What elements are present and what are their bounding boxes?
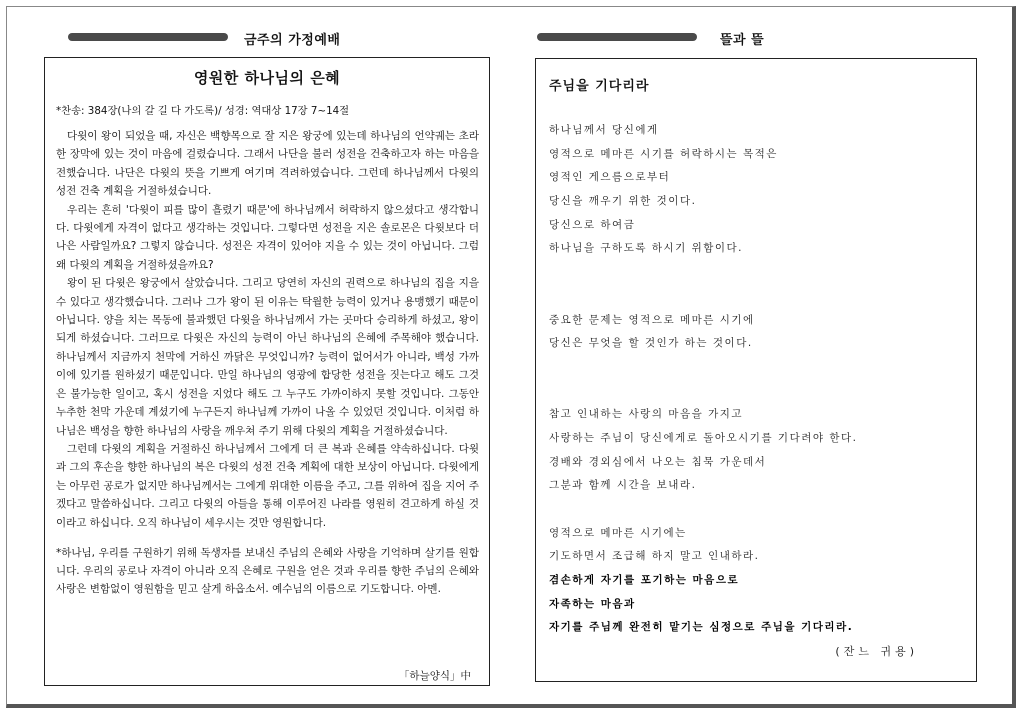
left-header-title: 금주의 가정예배 <box>244 33 341 48</box>
sermon-paragraph: 그런데 다윗의 계획을 거절하신 하나님께서 그에게 더 큰 복과 은혜를 약속하십니다. 다윗과 그의 후손을 향한 하나님의 복은 다윗의 성전 건축 계획에 대한 보상이 아닙니다. 다윗에게는 아무런 공로가 없지만 하나님께서는 그에게 위대한 이름을 주고, 그를 위하여 집을 지어 주겠다고 말씀하십니다. 그리고 다윗의 아들을 통해 이루어진 나라를 영원히 견고하게 하실 것이라고 하십니다. 오직 하나님이 세우시는 것만 영원합니다. <box>56 442 479 529</box>
poem-line: 영적으로 메마른 시기에는 <box>549 526 687 539</box>
sermon-paragraph: 우리는 흔히 '다윗이 피를 많이 흘렸기 때문'에 하나님께서 허락하지 않으셨다고 생각합니다. 다윗에게 자격이 없다고 생각하는 것입니다. 그렇다면 성전을 지은 솔로몬은 다윗보다 더 나은 사람일까요? 그렇지 않습니다. 성전은 자격이 있어야 지을 수 있는 것이 아닙니다. 그럼 왜 다윗의 계획을 거절하셨을까요? <box>56 203 479 271</box>
poem-line: 하나님께서 당신에게 <box>549 124 659 136</box>
poem-line: 사랑하는 주님이 당신에게로 돌아오시기를 기다려야 한다. <box>549 431 858 444</box>
poem-line: 당신은 무엇을 할 것인가 하는 것이다. <box>549 337 753 350</box>
poem-line: 하나님을 구하도록 하시기 위함이다. <box>549 242 743 255</box>
left-header-bar <box>68 33 228 41</box>
poem-line: 당신으로 하여금 <box>549 218 636 231</box>
sermon-paragraph: 왕이 된 다윗은 왕궁에서 살았습니다. 그리고 당연히 자신의 권력으로 하나님의 집을 지을 수 있다고 생각했습니다. 그러나 그가 왕이 된 이유는 탁월한 능력이 있거나 용맹했기 때문이 아닙니다. 양을 치는 목동에 불과했던 다윗을 하나님께서 가는 곳마다 승리하게 하셨고, 왕이 되게 하셨습니다. 그러므로 다윗은 자신의 능력이 아닌 하나님의 은혜에 주목해야 했습니다. 하나님께서 지금까지 천막에 거하신 까닭은 무엇입니까? 능력이 없어서가 아니라, 백성 가까이에 있기를 원하셨기 때문입니다. 만일 하나님의 영광에 합당한 성전을 짓는다고 해도 그것은 불가능한 일이고, 혹시 성전을 지었다 해도 그 누구도 가까이하지 못할 것입니다. 그동안 누추한 천막 가운데 계셨기에 누구든지 하나님께 가까이 나올 수 있었던 것입니다. 이처럼 하나님은 백성을 향한 하나님의 사랑을 깨우쳐 주기 위해 다윗의 계획을 거절하셨습니다. <box>56 277 479 437</box>
poem-line: 기도하면서 조급해 하지 말고 인내하라. <box>549 550 760 563</box>
poem-line: 그분과 함께 시간을 보내라. <box>549 479 697 492</box>
stanza-break <box>549 383 976 407</box>
sermon-body <box>56 127 479 532</box>
poem-line: 자기를 주님께 완전히 맡기는 심정으로 주님을 기다리라. <box>549 621 854 634</box>
right-header-title: 뜰과 뜰 <box>720 33 765 48</box>
poem-line: 영적으로 메마른 시기를 허락하시는 목적은 <box>549 147 778 160</box>
poem-line: 경배와 경외심에서 나오는 침묵 가운데서 <box>549 455 767 468</box>
source-credit: 「하늘양식」中 <box>398 670 471 682</box>
stanza-break <box>549 288 976 312</box>
stanza-break <box>549 501 976 525</box>
poem-line: 겸손하게 자기를 포기하는 마음으로 <box>549 574 740 587</box>
poem-line: 자족하는 마음과 <box>549 597 636 610</box>
poem-line: 참고 인내하는 사랑의 마음을 가지고 <box>549 408 743 421</box>
sermon-panel <box>44 57 490 686</box>
sermon-paragraph: 다윗이 왕이 되었을 때, 자신은 백향목으로 잘 지은 왕궁에 있는데 하나님의 언약궤는 초라한 장막에 있는 것이 마음에 걸렸습니다. 그래서 나단을 불러 성전을 건축하고자 하는 마음을 전했습니다. 나단은 다윗의 뜻을 기쁘게 여기며 격려하였습니다. 그런데 하나님께서 다윗의 성전 건축 계획을 거절하셨습니다. <box>56 130 479 198</box>
stanza-break <box>549 264 976 288</box>
poem-author: (잔느 귀용) <box>835 645 918 659</box>
hymn-scripture-line: *찬송: 384장(나의 갈 길 다 가도록)/ 성경: 역대상 17장 7~14절 <box>56 105 350 117</box>
prayer-text: *하나님, 우리를 구원하기 위해 독생자를 보내신 주님의 은혜와 사랑을 기억하며 살기를 원합니다. 우리의 공로나 자격이 아니라 오직 은혜로 구원을 얻은 것과 우리를 향한 주님의 은혜와 사랑은 변함없이 영원함을 믿고 살게 하옵소서. 예수님의 이름으로 기도합니다. 아멘. <box>56 546 479 595</box>
poem-line: 영적인 게으름으로부터 <box>549 171 671 184</box>
poem-title: 주님을 기다리라 <box>549 79 650 94</box>
right-header-bar <box>537 33 697 41</box>
poem-line: 중요한 문제는 영적으로 메마른 시기에 <box>549 313 755 326</box>
poem-panel <box>535 58 977 682</box>
stanza-break <box>549 359 976 383</box>
poem-body <box>549 122 976 659</box>
sermon-title: 영원한 하나님의 은혜 <box>193 69 341 87</box>
poem-line: 당신을 깨우기 위한 것이다. <box>549 195 697 208</box>
